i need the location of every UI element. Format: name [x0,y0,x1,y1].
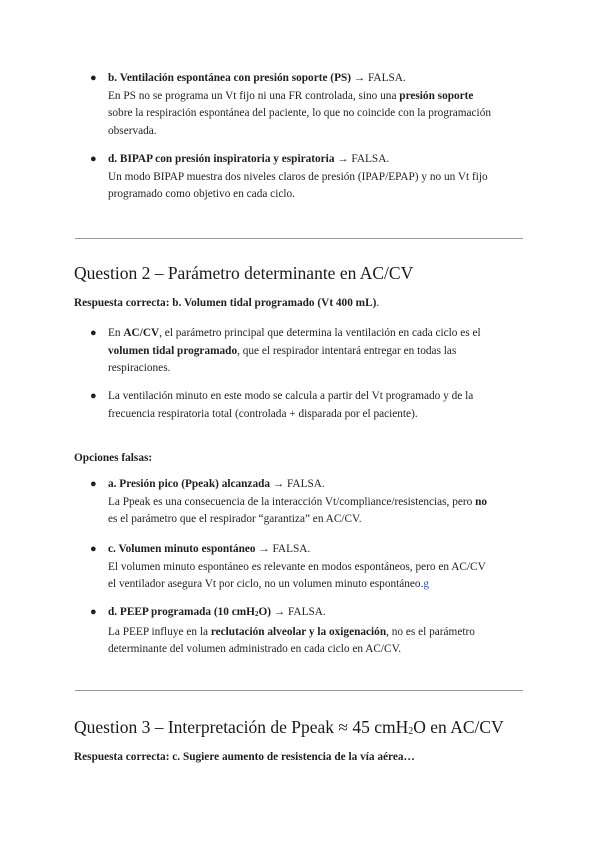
source-link[interactable]: g [423,578,430,590]
false-options-heading: Opciones falsas: [74,452,153,464]
bullet-icon: ● [90,606,97,618]
question-2-answer: Respuesta correcta: b. Volumen tidal programado (Vt 400 mL). [74,297,380,309]
list-item-option-b-ps: ● b. Ventilación espontánea con presión soporte (PS) → FALSA. En PS no se programa un Vt fijo ni una FR controlada, sino una presión soporte sobre la respiración espontánea del paciente, lo que no coincide con la programación observada. [90,72,491,137]
question-3-answer: Respuesta correcta: c. Sugiere aumento de resistencia de la vía aérea… [74,751,415,763]
bullet-icon: ● [90,390,97,402]
list-item-acvc-explanation: ● En AC/CV, el parámetro principal que determina la ventilación en cada ciclo es el volumen tidal programado, que el respirador intentará entregar en todas las respiraciones. [90,327,481,374]
bullet-icon: ● [90,153,97,165]
list-item-minute-ventilation: ● La ventilación minuto en este modo se calcula a partir del Vt programado y de la frecuencia respiratoria total (controlada + disparada por el paciente). [90,390,474,420]
section-divider [75,238,523,239]
bullet-icon: ● [90,72,97,84]
question-2-title: Question 2 – Parámetro determinante en AC/CV [74,263,414,283]
list-item-option-d-bipap: ● d. BIPAP con presión inspiratoria y espiratoria → FALSA. Un modo BIPAP muestra dos niveles claros de presión (IPAP/EPAP) y no un Vt fijo programado como objetivo en cada ciclo. [90,153,488,200]
section-divider [75,690,523,691]
question-3-title: Question 3 – Interpretación de Ppeak ≈ 45 cmH2O en AC/CV [74,717,504,737]
bullet-icon: ● [90,543,97,555]
list-item-option-c-volume: ● c. Volumen minuto espontáneo → FALSA. El volumen minuto espontáneo es relevante en modos espontáneos, pero en AC/CV el ventilador asegura Vt por ciclo, no un volumen minuto espontáneo.g [90,543,486,590]
bullet-icon: ● [90,327,97,339]
list-item-option-a-ppeak: ● a. Presión pico (Ppeak) alcanzada → FALSA. La Ppeak es una consecuencia de la interacción Vt/compliance/resistencias, pero no es el parámetro que el respirador “garantiza” en AC/CV. [90,478,488,525]
bullet-icon: ● [90,478,97,490]
list-item-option-d-peep: ● d. PEEP programada (10 cmH2O) → FALSA. La PEEP influye en la reclutación alveolar y la oxigenación, no es el parámetro determinante del volumen administrado en cada ciclo en AC/CV. [90,606,475,655]
